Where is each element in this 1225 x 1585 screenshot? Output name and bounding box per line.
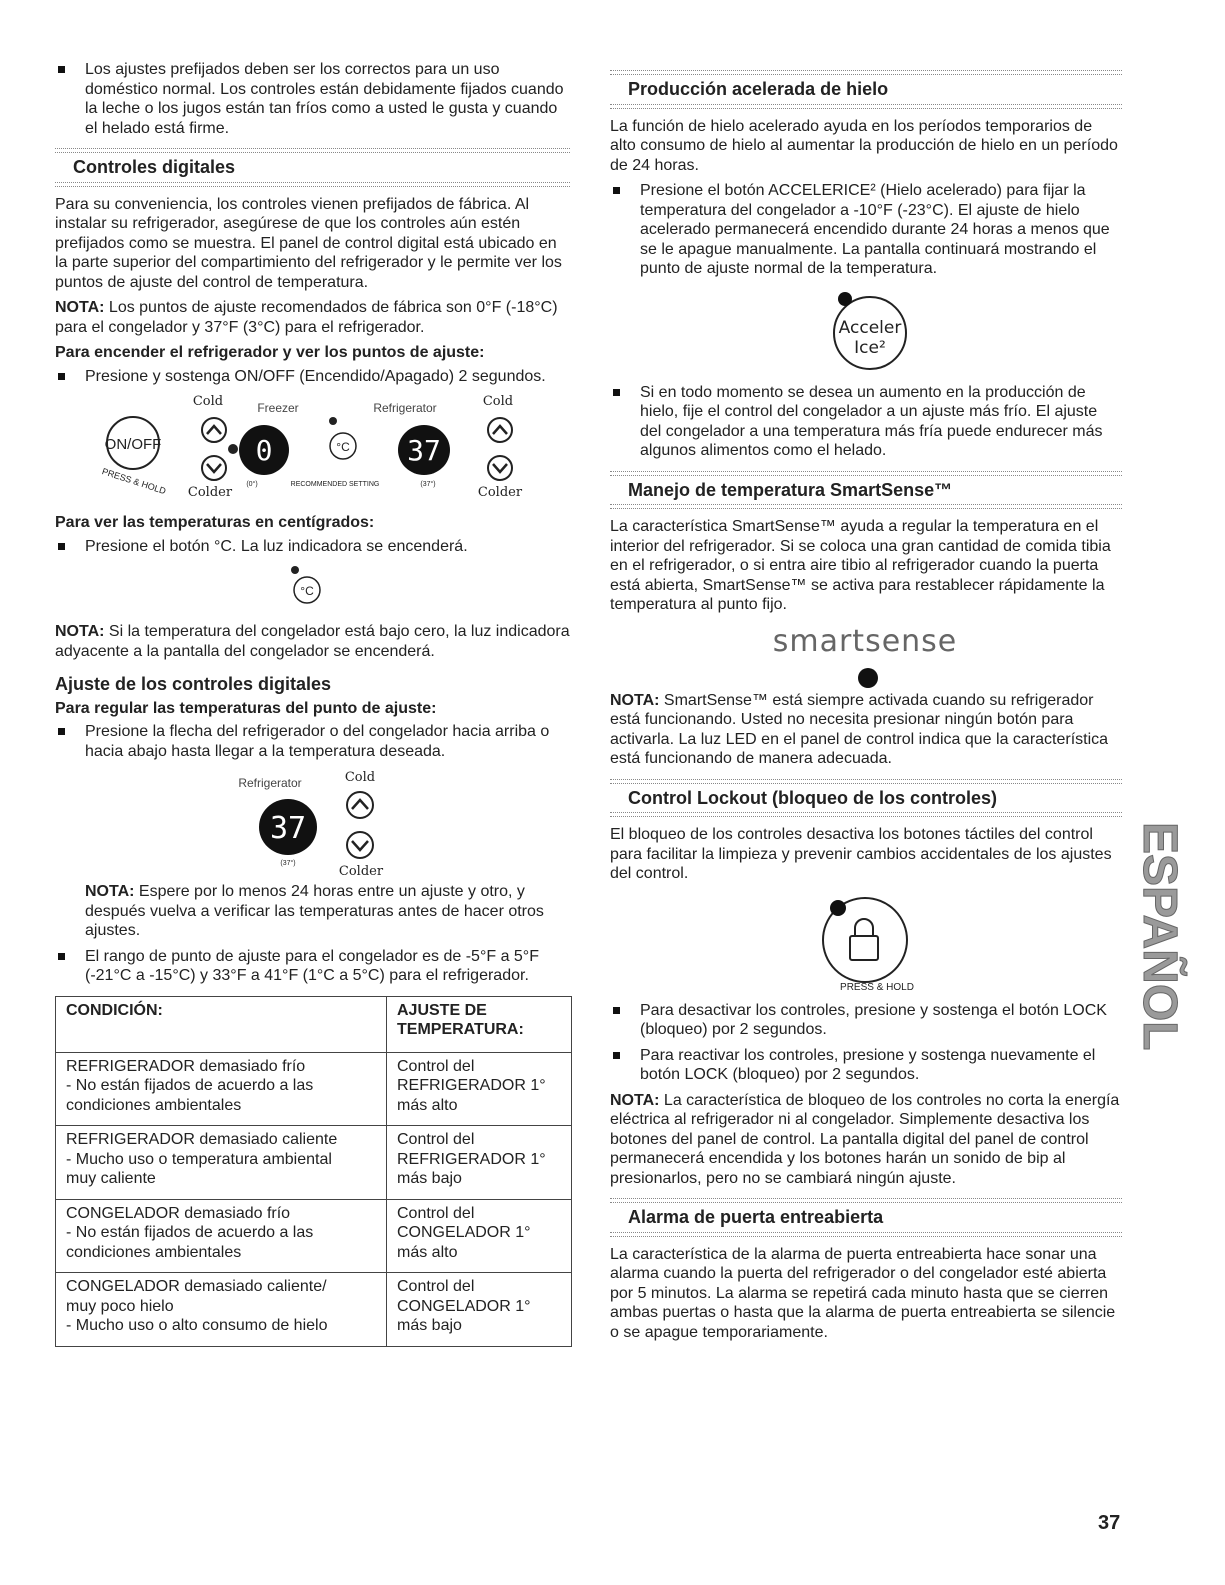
section-title: Ajuste de los controles digitales: [55, 674, 332, 694]
colder-label-right: Colder: [477, 485, 523, 500]
more-ice-bullet: Si en todo momento se desea un aumento en la producción de hielo, fije el control del congelador a un ajuste más frío. El ajuste del congelador a una temperatura más fría puede endurecer más algunos alimentos como el helado.: [610, 383, 1122, 461]
freezer-digit: 0: [255, 434, 273, 467]
subheading: Para regular las temperaturas del punto de ajuste:: [55, 699, 437, 717]
down-arrow-icon: [347, 832, 373, 858]
refrigerator-adjust-figure: [230, 767, 390, 882]
table-row: [56, 1273, 572, 1347]
press-hold-caption: PRESS & HOLD: [100, 466, 168, 497]
up-arrow-icon: [347, 792, 373, 818]
table-row: [56, 1052, 572, 1126]
refrigerator-recommended-note: (37°): [420, 481, 436, 488]
side-language-tab: [1132, 818, 1192, 1058]
table-row: [56, 1199, 572, 1273]
range-bullet: El rango de punto de ajuste para el congelador es de -5°F a 5°F (-21°C a -15°C) y 33°F a 41°F (1°C a 5°C) para el refrigerador.: [55, 947, 570, 986]
section-header-hielo: [610, 70, 1122, 109]
lock-bullet-1: Para desactivar los controles, presione y sostenga el botón LOCK (bloqueo) por 2 segundos.: [610, 1001, 1122, 1040]
condition-cell: CONGELADOR demasiado frío - No están fijados de acuerdo a las condiciones ambientales: [56, 1199, 387, 1273]
acceler-label: Acceler: [838, 317, 902, 338]
cold-label-right: Cold: [482, 394, 514, 409]
refrigerator-up-arrow-icon: [488, 418, 512, 442]
accelerice-bullet: Presione el botón ACCELERICE² (Hielo acelerado) para fijar la temperatura del congelador a -10°F (-23°C). El ajuste de hielo acelerado permanecerá encendido durante 24 horas a menos que se le apague manualmente. La pantalla continuará mostrando el punto de ajuste normal de la temperatura.: [610, 181, 1122, 279]
table-header-adjust: AJUSTE DE TEMPERATURA:: [387, 996, 572, 1052]
freezer-up-arrow-icon: [202, 418, 226, 442]
smartsense-logo-figure: [765, 621, 965, 691]
note: [610, 691, 1122, 769]
section-header-alarma: [610, 1198, 1122, 1237]
lock-bullet-2: Para reactivar los controles, presione y sostenga nuevamente el botón LOCK (bloqueo) por 2 segundos.: [610, 1046, 1122, 1085]
note-label: NOTA:: [55, 299, 105, 316]
lock-icon: [850, 936, 878, 960]
subheading: Para ver las temperaturas en centígrados:: [55, 514, 375, 531]
note-text: SmartSense™ está siempre activada cuando su refrigerador está funcionando. Usted no necesita presionar ningún botón para activarla. La luz LED en el panel de control indica que la característica está funcionando de manera adecuada.: [610, 691, 1109, 767]
colder-label-left: Colder: [187, 485, 233, 500]
page-number: 37: [1098, 1512, 1121, 1534]
ice-label: Ice²: [854, 337, 886, 358]
table-header-row: [56, 996, 572, 1052]
subheading: Para encender el refrigerador y ver los puntos de ajuste:: [55, 344, 485, 361]
note: [55, 298, 570, 337]
section-title: Control Lockout (bloqueo de los controles): [628, 787, 997, 808]
accelerice-button-figure: [815, 285, 915, 375]
celsius-button-figure: [287, 562, 327, 612]
left-column: [55, 60, 570, 1347]
section-header-controles-digitales: [55, 148, 570, 187]
press-hold-caption: PRESS & HOLD: [840, 981, 914, 993]
paragraph: El bloqueo de los controles desactiva los botones táctiles del control para facilitar la limpieza y prevenir cambios accidentales de los ajustes del control.: [610, 826, 1112, 882]
side-tab-label: ESPAÑOL: [1133, 822, 1186, 1051]
adjust-cell: Control del REFRIGERADOR 1° más alto: [387, 1052, 572, 1126]
section-title: Alarma de puerta entreabierta: [628, 1207, 884, 1227]
refrigerator-label: Refrigerator: [373, 401, 437, 415]
arrow-bullet: Presione la flecha del refrigerador o del congelador hacia arriba o hacia abajo hasta llegar a la temperatura deseada.: [55, 722, 570, 761]
lock-led: [830, 900, 846, 916]
onoff-bullet: Presione y sostenga ON/OFF (Encendido/Apagado) 2 segundos.: [55, 367, 570, 387]
celsius-led: [329, 417, 337, 425]
note-text: Si la temperatura del congelador está bajo cero, la luz indicadora adyacente a la pantalla del congelador se encenderá.: [55, 623, 570, 660]
paragraph: La función de hielo acelerado ayuda en los períodos temporarios de alto consumo de hielo al aumentar la producción de hielo en un período de 24 horas.: [610, 117, 1118, 174]
condition-cell: REFRIGERADOR demasiado frío - No están fijados de acuerdo a las condiciones ambientales: [56, 1052, 387, 1126]
adjustment-table: [55, 996, 572, 1347]
celsius-bullet: Presione el botón °C. La luz indicadora se encenderá.: [55, 537, 570, 557]
smartsense-led: [858, 668, 878, 688]
refrigerator-digit: 37: [269, 811, 307, 846]
celsius-label: °C: [336, 440, 350, 454]
accelerice-led: [838, 292, 852, 306]
intro-bullet: Los ajustes prefijados deben ser los correctos para un uso doméstico normal. Los controles están debidamente fijados cuando la leche o los jugos están tan fríos como a usted le gusta y cuando el helado está firme.: [55, 60, 570, 138]
lock-button-figure: [805, 890, 945, 995]
note-text: La característica de bloqueo de los controles no corta la energía eléctrica al refrigerador ni al congelador. Simplemente desactiva los botones del panel de control. La pantalla digital del panel de control permanecerá encendida y los botones harán un sonido de bip al presionarlos, pero no se cambiará ningún ajuste.: [610, 1091, 1120, 1187]
cold-label: Cold: [344, 770, 376, 785]
onoff-label: ON/OFF: [104, 436, 162, 453]
cold-label-left: Cold: [192, 394, 224, 409]
freezer-down-arrow-icon: [202, 456, 226, 480]
section-header-smartsense: [610, 471, 1122, 510]
colder-label: Colder: [338, 864, 384, 879]
paragraph: La característica de la alarma de puerta entreabierta hace sonar una alarma cuando la puerta del refrigerador o del congelador esté abierta por 5 minutos. La alarma se repetirá cada minuto hasta que se cierren ambas puertas o hasta que la alarma de puerta entreabierta se silencie o se apague temporariamente.: [610, 1245, 1116, 1341]
note-label: NOTA:: [85, 883, 135, 900]
note: [55, 882, 570, 941]
celsius-label: °C: [300, 584, 314, 598]
note-label: NOTA:: [610, 691, 660, 709]
note-text: Espere por lo menos 24 horas entre un ajuste y otro, y después vuelva a verificar las temperaturas antes de hacer otros ajustes.: [85, 883, 544, 939]
table-row: [56, 1126, 572, 1200]
freezer-indicator-led: [228, 444, 238, 454]
setting-note: (37°): [280, 860, 296, 867]
condition-cell: CONGELADOR demasiado caliente/ muy poco hielo - Mucho uso o alto consumo de hielo: [56, 1273, 387, 1347]
note-text: Los puntos de ajuste recomendados de fábrica son 0°F (-18°C) para el congelador y 37°F (3°C) para el refrigerador.: [55, 299, 558, 336]
refrigerator-digit: 37: [407, 434, 441, 467]
paragraph: Para su conveniencia, los controles vienen prefijados de fábrica. Al instalar su refrigerador, asegúrese de que los controles aún estén prefijados como se muestra. El panel de control digital está ubicado en la parte superior del compartimiento del refrigerador y le permite ver los puntos de ajuste del control de temperatura.: [55, 195, 562, 291]
right-column: [610, 70, 1122, 1348]
section-title: Manejo de temperatura SmartSense™: [628, 479, 953, 500]
recommended-setting-label: RECOMMENDED SETTING: [290, 481, 380, 488]
note-label: NOTA:: [55, 623, 105, 640]
freezer-label: Freezer: [257, 401, 299, 415]
note: [55, 622, 570, 661]
adjust-cell: Control del REFRIGERADOR 1° más bajo: [387, 1126, 572, 1200]
note-label: NOTA:: [610, 1091, 660, 1109]
refrigerator-down-arrow-icon: [488, 456, 512, 480]
condition-cell: REFRIGERADOR demasiado caliente - Mucho uso o temperatura ambiental muy caliente: [56, 1126, 387, 1200]
smartsense-logo: smartsense: [772, 623, 958, 659]
adjust-cell: Control del CONGELADOR 1° más bajo: [387, 1273, 572, 1347]
adjust-cell: Control del CONGELADOR 1° más alto: [387, 1199, 572, 1273]
refrigerator-label: Refrigerator: [238, 776, 302, 790]
section-title: Producción acelerada de hielo: [628, 79, 889, 99]
table-header-condition: CONDICIÓN:: [56, 996, 387, 1052]
control-panel-figure: [100, 392, 560, 507]
paragraph: La característica SmartSense™ ayuda a regular la temperatura en el interior del refrigerador. Si se coloca una gran cantidad de comida tibia en el refrigerador, o si entra aire tibio al refrigerador cuando la puerta está abierta, SmartSense™ se activa para restablecer rápidamente la temperatura al punto fijo.: [610, 518, 1111, 613]
note: [610, 1091, 1122, 1189]
section-header-lockout: [610, 779, 1122, 818]
freezer-recommended-note: (0°): [246, 481, 258, 488]
section-title: Controles digitales: [73, 157, 236, 177]
